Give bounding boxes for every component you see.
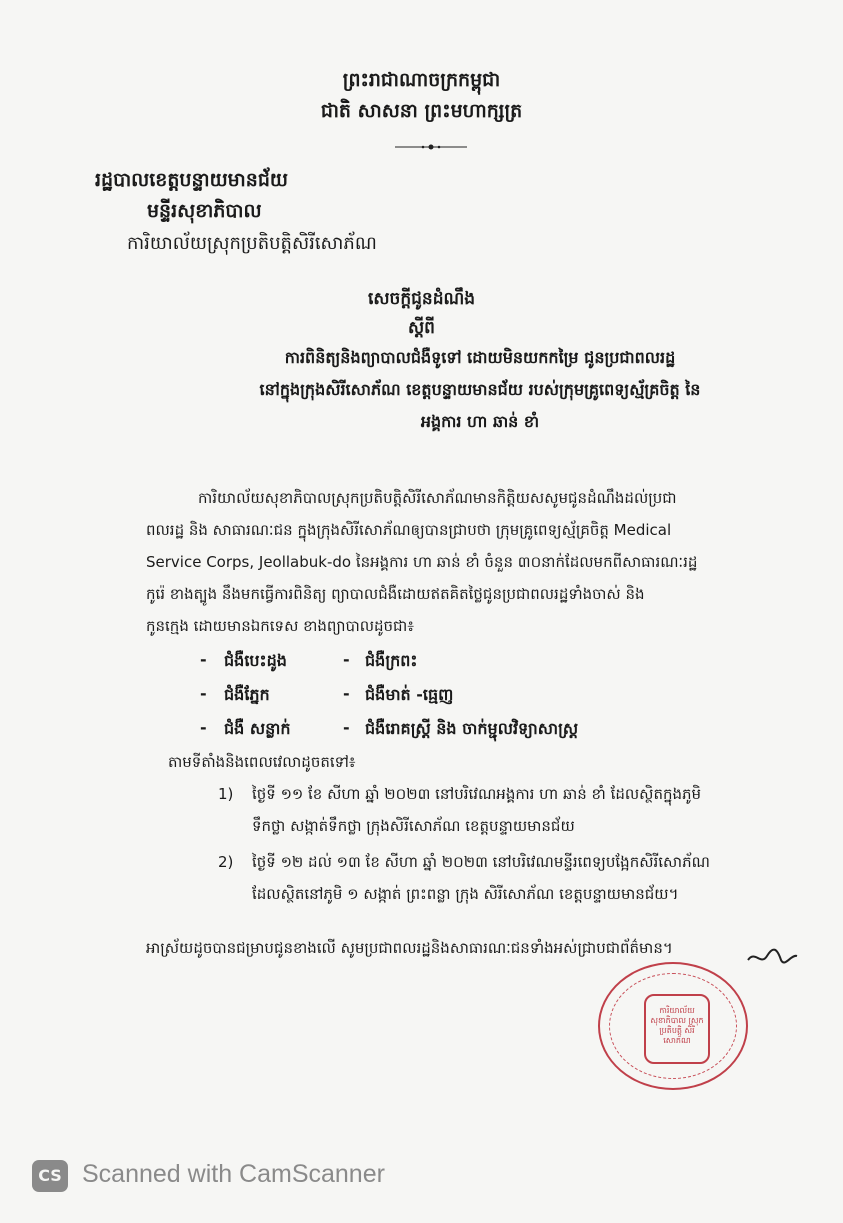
schedule-line: ថ្ងៃទី ១២ ដល់ ១៣ ខែ សីហា ឆ្នាំ ២០២៣ នៅបរិវេណមន្ទីរពេទ្យបង្អែកសិរីសោភ័ណ — [252, 853, 710, 871]
bullet-dash: - — [343, 650, 350, 669]
camscanner-watermark: Scanned with CamScanner — [82, 1160, 385, 1188]
service-item: ជំងឺបេះដូង — [224, 651, 287, 670]
service-item: ជំងឺមាត់ -ធ្មេញ — [365, 685, 454, 704]
service-item: ជំងឺក្រពះ — [365, 651, 418, 670]
official-seal — [598, 962, 748, 1090]
intro-line: កូរ៉េ ខាងត្បូង នឹងមកធ្វើការពិនិត្យ ព្យាបាលជំងឺដោយឥតគិតថ្លៃជូនប្រជាពលរដ្ឋទាំងចាស់ និង — [146, 585, 645, 603]
notice-about: ស្តីពី — [408, 318, 435, 338]
bullet-dash: - — [343, 718, 350, 737]
seal-text: ការិយាល័យសុខាភិបាល ស្រុកប្រតិបត្តិ សិរីសោភ័ណ — [650, 1006, 704, 1045]
notice-title: សេចក្តីជូនដំណឹង — [367, 289, 476, 309]
intro-line: កូនក្មេង ដោយមានឯកទេស ខាងព្យាបាលដូចជា៖ — [146, 617, 414, 635]
notice-subject — [180, 342, 780, 438]
national-motto: ជាតិ សាសនា ព្រះមហាក្សត្រ — [320, 100, 523, 122]
intro-line: ពលរដ្ឋ និង សាធារណៈជន ក្នុងក្រុងសិរីសោភ័ណឲ្យបានជ្រាបថា ក្រុមគ្រូពេទ្យស្ម័គ្រចិត្ត Medical — [146, 521, 672, 539]
issuer-district-office: ការិយាល័យស្រុកប្រតិបត្តិសិរីសោភ័ណ — [127, 233, 377, 254]
schedule-number: 1) — [218, 785, 234, 803]
subject-line: នៅក្នុងក្រុងសិរីសោភ័ណ ខេត្តបន្ទាយមានជ័យ របស់ក្រុមគ្រូពេទ្យស្ម័គ្រចិត្ត នៃ — [259, 380, 701, 399]
closing-statement: អាស្រ័យដូចបានជម្រាបជូនខាងលើ សូមប្រជាពលរដ្ឋនិងសាធារណៈជនទាំងអស់ជ្រាបជាព័ត៌មាន។ — [146, 939, 673, 957]
subject-line: ការពិនិត្យនិងព្យាបាលជំងឺទូទៅ ដោយមិនយកកម្រៃ ជូនប្រជាពលរដ្ឋ — [284, 348, 676, 367]
service-item: ជំងឺ សន្លាក់ — [224, 719, 291, 738]
schedule-intro: តាមទីតាំងនិងពេលវេលាដូចតទៅ៖ — [168, 753, 356, 771]
schedule-line: ដែលស្ថិតនៅភូមិ ១ សង្កាត់ ព្រះពន្លា ក្រុង សិរីសោភ័ណ ខេត្តបន្ទាយមានជ័យ។ — [252, 885, 679, 903]
subject-line: អង្គការ ហា ឆាន់ ខាំ — [420, 412, 540, 431]
bullet-dash: - — [200, 684, 207, 703]
kingdom-heading: ព្រះរាជាណាចក្រកម្ពុជា — [342, 69, 501, 91]
issuer-health-department: មន្ទីរសុខាភិបាល — [147, 200, 262, 222]
service-item: ជំងឺរោគស្ត្រី និង ចាក់ម្ជុលវិទ្យាសាស្ត្រ — [365, 719, 579, 738]
schedule-line: ទឹកថ្លា សង្កាត់ទឹកថ្លា ក្រុងសិរីសោភ័ណ ខេត្តបន្ទាយមានជ័យ — [252, 817, 575, 835]
issuer-provincial-admin: រដ្ឋបាលខេត្តបន្ទាយមានជ័យ — [95, 169, 288, 191]
bullet-dash: - — [343, 684, 350, 703]
camscanner-logo-icon: CS — [32, 1160, 68, 1192]
bullet-dash: - — [200, 718, 207, 737]
schedule-line: ថ្ងៃទី ១១ ខែ សីហា ឆ្នាំ ២០២៣ នៅបរិវេណអង្គការ ហា ឆាន់ ខាំ ដែលស្ថិតក្នុងភូមិ — [252, 785, 702, 803]
service-item: ជំងឺភ្នែក — [224, 685, 270, 704]
intro-line: ការិយាល័យសុខាភិបាលស្រុកប្រតិបត្តិសិរីសោភ័ណមានកិត្តិយសសូមជូនដំណឹងដល់ប្រជា — [198, 489, 677, 507]
intro-line: Service Corps, Jeollabuk-do នៃអង្គការ ហា ឆាន់ ខាំ ចំនួន ៣០នាក់ដែលមកពីសាធារណៈរដ្ឋ — [146, 553, 698, 571]
schedule-number: 2) — [218, 853, 234, 871]
seal-emblem — [644, 994, 710, 1064]
ornamental-divider — [395, 142, 467, 152]
bullet-dash: - — [200, 650, 207, 669]
signature-mark — [745, 942, 800, 972]
